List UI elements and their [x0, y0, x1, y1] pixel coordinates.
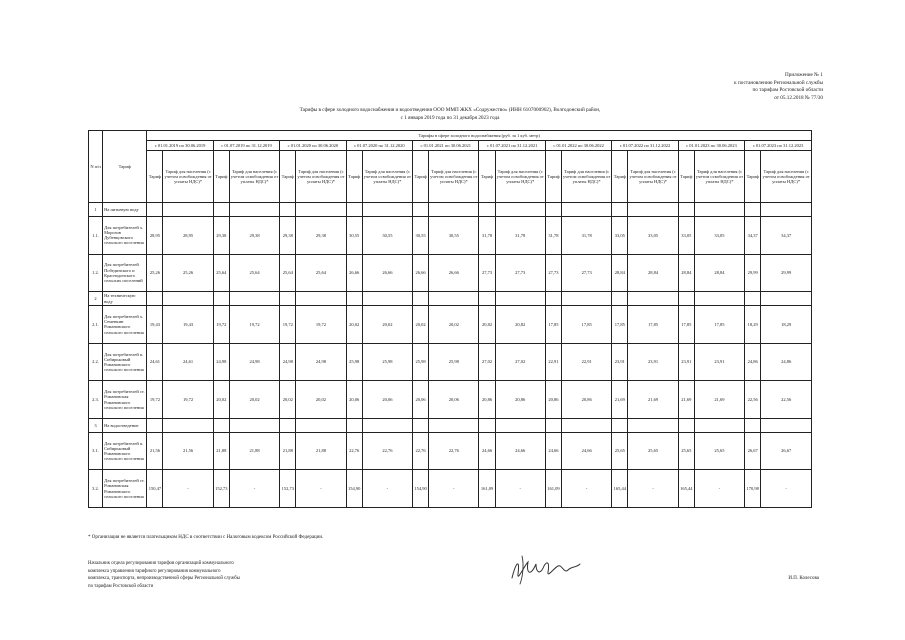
population-tariff-value: 25,65	[628, 432, 678, 470]
subheader-tariff: Тариф	[745, 151, 761, 203]
tariff-value: 24,98	[280, 343, 296, 381]
table-row	[89, 381, 812, 419]
empty-cell	[163, 292, 213, 306]
table-row	[89, 254, 812, 292]
population-tariff-value: 33,05	[628, 216, 678, 254]
column-header-tariff: Тариф	[103, 131, 147, 203]
tariff-value: 20,82	[479, 306, 495, 344]
tariff-value: 161,09	[479, 470, 495, 508]
row-number: 1.1.	[89, 216, 103, 254]
population-tariff-value: 28,84	[628, 254, 678, 292]
population-tariff-value: 21,69	[628, 381, 678, 419]
tariff-value: 20,02	[346, 306, 362, 344]
population-tariff-value: 25,26	[163, 254, 213, 292]
population-tariff-value: 34,37	[761, 216, 812, 254]
consumer-group: Для потребителей ст. Романовская Романовского сельского поселения	[103, 470, 147, 508]
empty-cell	[413, 203, 429, 217]
empty-cell	[296, 292, 346, 306]
tariff-value: 19,72	[147, 381, 163, 419]
period-header: с 01.01.2023 по 30.06.2023	[678, 141, 744, 151]
tariff-value: 165,44	[612, 470, 628, 508]
empty-cell	[561, 203, 611, 217]
tariff-value: 17,85	[545, 306, 561, 344]
empty-cell	[495, 203, 545, 217]
period-header: с 01.07.2022 по 31.12.2022	[612, 141, 678, 151]
column-header-number: N п/п	[89, 131, 103, 203]
population-tariff-value: 24,86	[761, 343, 812, 381]
tariff-value: 30,55	[413, 216, 429, 254]
header-row-periods	[89, 141, 812, 151]
population-tariff-value: 18,29	[761, 306, 812, 344]
empty-cell	[346, 203, 362, 217]
population-tariff-value: 30,55	[429, 216, 479, 254]
tariff-value: 26,66	[413, 254, 429, 292]
period-header: с 01.07.2020 по 31.12.2020	[346, 141, 412, 151]
population-tariff-value: 23,91	[694, 343, 744, 381]
row-number: 2.2.	[89, 343, 103, 381]
document-title	[200, 107, 700, 123]
empty-cell	[745, 418, 761, 432]
empty-cell	[429, 292, 479, 306]
population-tariff-value: -	[561, 470, 611, 508]
subheader-population-tariff: Тариф для населения (с учетом освобождения от уплаты НДС)*	[628, 151, 678, 203]
population-tariff-value: 25,98	[429, 343, 479, 381]
empty-cell	[694, 292, 744, 306]
tariff-value: 154,90	[413, 470, 429, 508]
empty-cell	[745, 292, 761, 306]
population-tariff-value: -	[296, 470, 346, 508]
tariff-value: 27,73	[545, 254, 561, 292]
tariff-value: 19,72	[213, 306, 229, 344]
empty-cell	[678, 203, 694, 217]
subheader-population-tariff: Тариф для населения (с учетом освобождения от уплаты НДС)*	[163, 151, 213, 203]
population-tariff-value: 17,85	[628, 306, 678, 344]
empty-cell	[163, 418, 213, 432]
consumer-group: Для потребителей х. Семенкин Романовского сельского поселения	[103, 306, 147, 344]
row-number: 3.2.	[89, 470, 103, 508]
population-tariff-value: 20,06	[429, 381, 479, 419]
subheader-tariff: Тариф	[213, 151, 229, 203]
empty-cell	[678, 418, 694, 432]
tariff-value: 27,02	[479, 343, 495, 381]
section-row	[89, 418, 812, 432]
empty-cell	[495, 418, 545, 432]
empty-cell	[545, 292, 561, 306]
appendix-line: по тарифам Ростовской области	[752, 87, 823, 94]
subheader-tariff: Тариф	[678, 151, 694, 203]
signer-line: комплекса управления тарифного регулирования коммунального	[88, 568, 221, 574]
subheader-population-tariff: Тариф для населения (с учетом освобождения от уплаты НДС)*	[362, 151, 412, 203]
tariff-value: 33,05	[612, 216, 628, 254]
signer-position	[88, 560, 318, 590]
population-tariff-value: 26,66	[362, 254, 412, 292]
empty-cell	[561, 418, 611, 432]
population-tariff-value: 22,76	[429, 432, 479, 470]
empty-cell	[213, 418, 229, 432]
period-header: с 01.01.2019 по 30.06.2019	[147, 141, 213, 151]
empty-cell	[413, 292, 429, 306]
empty-cell	[612, 292, 628, 306]
population-tariff-value: 19,43	[163, 306, 213, 344]
tariff-value: 154,90	[346, 470, 362, 508]
empty-cell	[429, 203, 479, 217]
tariff-value: 21,69	[612, 381, 628, 419]
population-tariff-value: -	[761, 470, 812, 508]
empty-cell	[694, 203, 744, 217]
population-tariff-value: -	[163, 470, 213, 508]
subheader-tariff: Тариф	[545, 151, 561, 203]
row-number: 1	[89, 203, 103, 217]
tariff-value: 34,37	[745, 216, 761, 254]
empty-cell	[628, 203, 678, 217]
table-row	[89, 343, 812, 381]
period-header: с 01.01.2022 по 30.06.2022	[545, 141, 611, 151]
empty-cell	[296, 203, 346, 217]
population-tariff-value: 19,72	[163, 381, 213, 419]
empty-cell	[147, 203, 163, 217]
empty-cell	[147, 418, 163, 432]
row-number: 2.1.	[89, 306, 103, 344]
header-row-group	[89, 131, 812, 141]
tariff-value: 25,98	[413, 343, 429, 381]
empty-cell	[296, 418, 346, 432]
subheader-population-tariff: Тариф для населения (с учетом освобождения от уплаты НДС)*	[761, 151, 812, 203]
consumer-group: Для потребителей Побединского и Краснодонского сельских поселений	[103, 254, 147, 292]
subheader-tariff: Тариф	[147, 151, 163, 203]
empty-cell	[545, 418, 561, 432]
population-tariff-value: 29,99	[761, 254, 812, 292]
population-tariff-value: 20,02	[429, 306, 479, 344]
section-title: На техническую воду	[103, 292, 147, 306]
population-tariff-value: 19,72	[296, 306, 346, 344]
tariff-value: 27,73	[479, 254, 495, 292]
tariff-value: 21,88	[280, 432, 296, 470]
tariff-value: 152,73	[213, 470, 229, 508]
row-number: 3.1.	[89, 432, 103, 470]
tariff-value: 20,86	[479, 381, 495, 419]
empty-cell	[280, 292, 296, 306]
tariff-value: 19,72	[280, 306, 296, 344]
population-tariff-value: 24,61	[163, 343, 213, 381]
empty-cell	[362, 292, 412, 306]
subheader-population-tariff: Тариф для населения (с учетом освобождения от уплаты НДС)*	[229, 151, 279, 203]
subheader-tariff: Тариф	[413, 151, 429, 203]
empty-cell	[612, 418, 628, 432]
tariff-value: 20,02	[213, 381, 229, 419]
empty-cell	[694, 418, 744, 432]
population-tariff-value: 17,85	[694, 306, 744, 344]
tariff-value: 31,78	[545, 216, 561, 254]
population-tariff-value: 31,78	[561, 216, 611, 254]
subheader-population-tariff: Тариф для населения (с учетом освобождения от уплаты НДС)*	[429, 151, 479, 203]
population-tariff-value: 21,88	[296, 432, 346, 470]
table-row	[89, 470, 812, 508]
empty-cell	[213, 292, 229, 306]
population-tariff-value: 20,86	[495, 381, 545, 419]
empty-cell	[678, 292, 694, 306]
empty-cell	[612, 203, 628, 217]
handwritten-signature	[506, 552, 586, 588]
population-tariff-value: 20,02	[229, 381, 279, 419]
empty-cell	[429, 418, 479, 432]
row-number: 2.3.	[89, 381, 103, 419]
empty-cell	[628, 418, 678, 432]
population-tariff-value: 21,88	[229, 432, 279, 470]
population-tariff-value: 28,84	[694, 254, 744, 292]
tariff-value: 30,55	[346, 216, 362, 254]
tariff-value: 20,02	[280, 381, 296, 419]
consumer-group: Для потребителей п. Сибирьковый Романовского сельского поселения	[103, 343, 147, 381]
subheader-tariff: Тариф	[612, 151, 628, 203]
signer-name: И.П. Колесова	[788, 576, 819, 581]
signer-line: Начальник отдела регулирования тарифов организаций коммунального	[88, 561, 234, 566]
subheader-tariff: Тариф	[280, 151, 296, 203]
population-tariff-value: 22,56	[761, 381, 812, 419]
tariff-value: 22,76	[413, 432, 429, 470]
tariff-value: 25,65	[612, 432, 628, 470]
tariff-value: 23,91	[678, 343, 694, 381]
header-row-subcolumns	[89, 151, 812, 203]
consumer-group: Для потребителей ст. Романовская Романовского сельского поселения	[103, 381, 147, 419]
tariff-value: 29,38	[213, 216, 229, 254]
tariff-value: 31,78	[479, 216, 495, 254]
population-tariff-value: 25,64	[296, 254, 346, 292]
empty-cell	[479, 292, 495, 306]
population-tariff-value: -	[495, 470, 545, 508]
empty-cell	[229, 203, 279, 217]
tariff-value: 165,44	[678, 470, 694, 508]
population-tariff-value: 29,38	[296, 216, 346, 254]
tariff-value: 24,61	[147, 343, 163, 381]
tariff-value: 25,26	[147, 254, 163, 292]
empty-cell	[761, 418, 812, 432]
tariff-value: 29,99	[745, 254, 761, 292]
empty-cell	[545, 203, 561, 217]
empty-cell	[561, 292, 611, 306]
empty-cell	[413, 418, 429, 432]
tariff-value: 19,43	[147, 306, 163, 344]
period-header: с 01.07.2023 по 31.12.2023	[745, 141, 812, 151]
subheader-population-tariff: Тариф для населения (с учетом освобождения от уплаты НДС)*	[694, 151, 744, 203]
population-tariff-value: 21,69	[694, 381, 744, 419]
empty-cell	[761, 292, 812, 306]
tariff-value: 17,85	[678, 306, 694, 344]
tariff-value: 33,05	[678, 216, 694, 254]
section-title: На питьевую воду	[103, 203, 147, 217]
signer-line: комплекса, транспорта, непроизводственной сферы Региональной службы	[88, 576, 240, 582]
population-tariff-value: 20,02	[296, 381, 346, 419]
title-line-2: с 1 января 2019 года по 31 декабря 2023 года	[400, 114, 500, 121]
title-line-1: Тарифы в сфере холодного водоснабжения и водоотведения ООО ММП ЖКХ «Содружество» (ИНН 6107000902), Волгодонский район,	[299, 107, 601, 113]
empty-cell	[346, 292, 362, 306]
population-tariff-value: 23,91	[628, 343, 678, 381]
population-tariff-value: 31,78	[495, 216, 545, 254]
population-tariff-value: -	[429, 470, 479, 508]
tariff-value: 26,66	[346, 254, 362, 292]
population-tariff-value: 26,66	[429, 254, 479, 292]
table-row	[89, 432, 812, 470]
subheader-tariff: Тариф	[346, 151, 362, 203]
section-row	[89, 292, 812, 306]
population-tariff-value: 29,38	[229, 216, 279, 254]
population-tariff-value: 27,73	[495, 254, 545, 292]
population-tariff-value: 26,67	[761, 432, 812, 470]
empty-cell	[229, 292, 279, 306]
tariff-value: 28,84	[612, 254, 628, 292]
row-number: 3	[89, 418, 103, 432]
tariff-table	[88, 130, 812, 508]
population-tariff-value: -	[694, 470, 744, 508]
tariff-value: 21,69	[678, 381, 694, 419]
tariff-value: 20,06	[346, 381, 362, 419]
population-tariff-value: 30,55	[362, 216, 412, 254]
population-tariff-value: 25,64	[229, 254, 279, 292]
empty-cell	[147, 292, 163, 306]
period-header: с 01.01.2021 по 30.06.2021	[413, 141, 479, 151]
period-header: с 01.07.2019 по 31.12.2019	[213, 141, 279, 151]
empty-cell	[628, 292, 678, 306]
section-title: На водоотведение	[103, 418, 147, 432]
footnote: * Организация не является плательщиком НДС в соответствии с Налоговым кодексом Российской Федерации.	[88, 535, 324, 540]
tariff-value: 22,76	[346, 432, 362, 470]
empty-cell	[479, 203, 495, 217]
tariff-value: 29,38	[280, 216, 296, 254]
tariff-value: 28,84	[678, 254, 694, 292]
column-header-group: Тарифы в сфере холодного водоснабжения (руб. за 1 куб. метр)	[147, 131, 812, 141]
tariff-value: 22,56	[745, 381, 761, 419]
period-header: с 01.01.2020 по 30.06.2020	[280, 141, 346, 151]
population-tariff-value: -	[229, 470, 279, 508]
appendix-header	[583, 72, 823, 102]
tariff-value: 26,67	[745, 432, 761, 470]
population-tariff-value: 20,82	[495, 306, 545, 344]
population-tariff-value: 22,91	[561, 343, 611, 381]
section-row	[89, 203, 812, 217]
table-row	[89, 216, 812, 254]
empty-cell	[362, 418, 412, 432]
consumer-group: Для потребителей х. Морозов Дубенцовского сельского поселения	[103, 216, 147, 254]
tariff-value: 22,91	[545, 343, 561, 381]
empty-cell	[280, 418, 296, 432]
tariff-value: 20,02	[413, 306, 429, 344]
population-tariff-value: 25,65	[694, 432, 744, 470]
population-tariff-value: 33,05	[694, 216, 744, 254]
population-tariff-value: 27,73	[561, 254, 611, 292]
subheader-population-tariff: Тариф для населения (с учетом освобождения от уплаты НДС)*	[296, 151, 346, 203]
table-row	[89, 306, 812, 344]
population-tariff-value: -	[362, 470, 412, 508]
tariff-value: 24,66	[479, 432, 495, 470]
tariff-value: 25,98	[346, 343, 362, 381]
population-tariff-value: 24,66	[495, 432, 545, 470]
consumer-group: Для потребителей п. Сибирьковый Романовского сельского поселения	[103, 432, 147, 470]
row-number: 2	[89, 292, 103, 306]
empty-cell	[213, 203, 229, 217]
appendix-line: Приложение № 1	[785, 72, 823, 78]
population-tariff-value: 24,66	[561, 432, 611, 470]
tariff-value: 25,64	[280, 254, 296, 292]
population-tariff-value: 19,72	[229, 306, 279, 344]
row-number: 1.2.	[89, 254, 103, 292]
population-tariff-value: 17,85	[561, 306, 611, 344]
subheader-tariff: Тариф	[479, 151, 495, 203]
signer-line: по тарифам Ростовской области	[88, 583, 154, 589]
tariff-value: 20,86	[545, 381, 561, 419]
population-tariff-value: 25,98	[362, 343, 412, 381]
subheader-population-tariff: Тариф для населения (с учетом освобождения от уплаты НДС)*	[495, 151, 545, 203]
population-tariff-value: 27,02	[495, 343, 545, 381]
empty-cell	[362, 203, 412, 217]
tariff-value: 23,91	[612, 343, 628, 381]
tariff-value: 28,95	[147, 216, 163, 254]
tariff-value: 24,66	[545, 432, 561, 470]
empty-cell	[761, 203, 812, 217]
population-tariff-value: 20,06	[362, 381, 412, 419]
empty-cell	[280, 203, 296, 217]
appendix-line: к постановлению Региональной службы	[734, 79, 823, 86]
population-tariff-value: 20,86	[561, 381, 611, 419]
tariff-value: 25,64	[213, 254, 229, 292]
empty-cell	[229, 418, 279, 432]
population-tariff-value: -	[628, 470, 678, 508]
population-tariff-value: 22,76	[362, 432, 412, 470]
empty-cell	[346, 418, 362, 432]
tariff-value: 170,98	[745, 470, 761, 508]
population-tariff-value: 24,98	[296, 343, 346, 381]
tariff-value: 17,85	[612, 306, 628, 344]
tariff-value: 21,56	[147, 432, 163, 470]
empty-cell	[495, 292, 545, 306]
tariff-value: 21,88	[213, 432, 229, 470]
empty-cell	[163, 203, 213, 217]
tariff-value: 150,47	[147, 470, 163, 508]
appendix-line: от 05.12.2018 № 77/30	[774, 94, 823, 101]
tariff-value: 161,09	[545, 470, 561, 508]
tariff-value: 20,06	[413, 381, 429, 419]
tariff-value: 24,86	[745, 343, 761, 381]
population-tariff-value: 21,56	[163, 432, 213, 470]
population-tariff-value: 20,02	[362, 306, 412, 344]
population-tariff-value: 24,98	[229, 343, 279, 381]
period-header: с 01.07.2021 по 31.12.2021	[479, 141, 545, 151]
tariff-value: 24,98	[213, 343, 229, 381]
tariff-value: 25,65	[678, 432, 694, 470]
population-tariff-value: 28,95	[163, 216, 213, 254]
subheader-population-tariff: Тариф для населения (с учетом освобождения от уплаты НДС)*	[561, 151, 611, 203]
tariff-value: 18,29	[745, 306, 761, 344]
tariff-value: 152,73	[280, 470, 296, 508]
empty-cell	[745, 203, 761, 217]
empty-cell	[479, 418, 495, 432]
